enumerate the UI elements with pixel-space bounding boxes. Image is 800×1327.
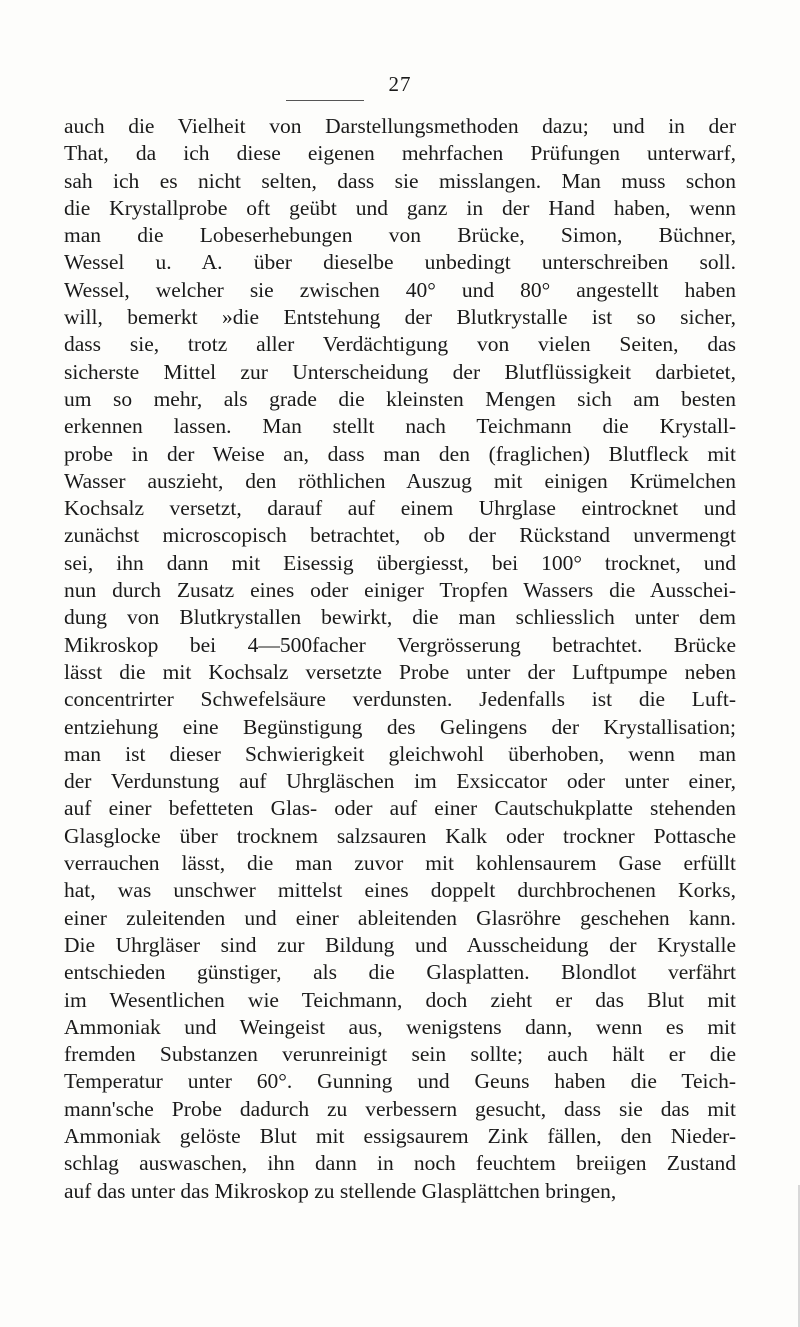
text-line: schlag auswaschen, ihn dann in noch feuchtem breiigen Zustand [64, 1151, 736, 1176]
text-line: verrauchen lässt, die man zuvor mit kohlensaurem Gase erfüllt [64, 851, 736, 876]
text-line: sicherste Mittel zur Unterscheidung der Blutflüssigkeit darbietet, [64, 359, 736, 384]
text-line: zunächst microscopisch betrachtet, ob der Rückstand unvermengt [64, 523, 736, 548]
text-line: Wessel u. A. über dieselbe unbedingt unterschreiben soll. [64, 250, 736, 275]
text-line: erkennen lassen. Man stellt nach Teichmann die Krystall- [64, 414, 736, 439]
text-line: Mikroskop bei 4—500facher Vergrösserung betrachtet. Brücke [64, 632, 736, 657]
text-line: will, bemerkt »die Entstehung der Blutkrystalle ist so sicher, [64, 305, 736, 330]
text-line: hat, was unschwer mittelst eines doppelt durchbrochenen Korks, [64, 878, 736, 903]
text-line: die Krystallprobe oft geübt und ganz in der Hand haben, wenn [64, 195, 736, 220]
text-line: entziehung eine Begünstigung des Gelingens der Krystallisation; [64, 714, 736, 739]
text-line: einer zuleitenden und einer ableitenden Glasröhre geschehen kann. [64, 905, 736, 930]
text-line: man die Lobeserhebungen von Brücke, Simon, Büchner, [64, 223, 736, 248]
text-line: That, da ich diese eigenen mehrfachen Prüfungen unterwarf, [64, 141, 736, 166]
text-line: nun durch Zusatz eines oder einiger Tropfen Wassers die Ausschei- [64, 578, 736, 603]
text-line: Temperatur unter 60°. Gunning und Geuns haben die Teich- [64, 1069, 736, 1094]
text-line: Glasglocke über trocknem salzsauren Kalk oder trockner Pottasche [64, 823, 736, 848]
page-number-rule [286, 100, 364, 101]
text-line: man ist dieser Schwierigkeit gleichwohl überhoben, wenn man [64, 741, 736, 766]
text-line: Kochsalz versetzt, darauf auf einem Uhrglase eintrocknet und [64, 496, 736, 521]
text-line: Wasser auszieht, den röthlichen Auszug mit einigen Krümelchen [64, 468, 736, 493]
text-line: lässt die mit Kochsalz versetzte Probe unter der Luftpumpe neben [64, 659, 736, 684]
text-line: der Verdunstung auf Uhrgläschen im Exsiccator oder unter einer, [64, 769, 736, 794]
text-line: sah ich es nicht selten, dass sie misslangen. Man muss schon [64, 168, 736, 193]
text-line: dung von Blutkrystallen bewirkt, die man schliesslich unter dem [64, 605, 736, 630]
text-line: entschieden günstiger, als die Glasplatten. Blondlot verfährt [64, 960, 736, 985]
text-line: dass sie, trotz aller Verdächtigung von vielen Seiten, das [64, 332, 736, 357]
text-line: Ammoniak und Weingeist aus, wenigstens dann, wenn es mit [64, 1014, 736, 1039]
body-text [64, 113, 736, 1205]
text-line: mann'sche Probe dadurch zu verbessern gesucht, dass sie das mit [64, 1096, 736, 1121]
text-line: sei, ihn dann mit Eisessig übergiesst, bei 100° trocknet, und [64, 550, 736, 575]
text-line: concentrirter Schwefelsäure verdunsten. Jedenfalls ist die Luft- [64, 687, 736, 712]
text-line: Ammoniak gelöste Blut mit essigsaurem Zink fällen, den Nieder- [64, 1123, 736, 1148]
text-line: im Wesentlichen wie Teichmann, doch zieht er das Blut mit [64, 987, 736, 1012]
text-line: auf das unter das Mikroskop zu stellende Glasplättchen bringen, [64, 1178, 617, 1203]
text-line: auf einer befetteten Glas- oder auf einer Cautschukplatte stehenden [64, 796, 736, 821]
text-line: probe in der Weise an, dass man den (fraglichen) Blutfleck mit [64, 441, 736, 466]
text-line: um so mehr, als grade die kleinsten Mengen sich am besten [64, 386, 736, 411]
text-line: Die Uhrgläser sind zur Bildung und Ausscheidung der Krystalle [64, 932, 736, 957]
text-line: auch die Vielheit von Darstellungsmethoden dazu; und in der [64, 114, 736, 138]
text-line: Wessel, welcher sie zwischen 40° und 80° angestellt haben [64, 277, 736, 302]
page-number: 27 [388, 72, 412, 96]
text-line: fremden Substanzen verunreinigt sein sollte; auch hält er die [64, 1042, 736, 1067]
